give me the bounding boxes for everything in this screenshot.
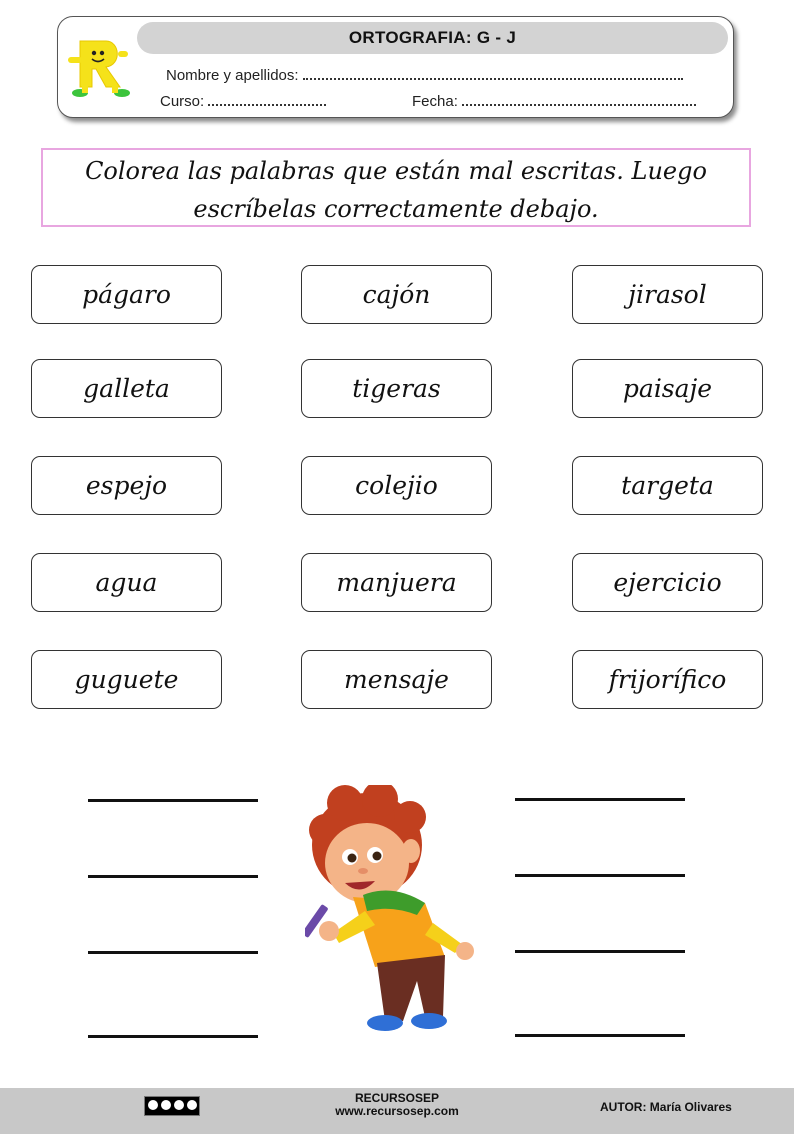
instruction-line-2: escríbelas correctamente debajo. bbox=[193, 195, 599, 223]
word-box[interactable]: agua bbox=[31, 553, 222, 612]
answer-line[interactable] bbox=[515, 798, 685, 801]
boy-writing-illustration bbox=[305, 785, 480, 1035]
word-box[interactable]: mensaje bbox=[301, 650, 492, 709]
word-box[interactable]: galleta bbox=[31, 359, 222, 418]
date-field[interactable] bbox=[412, 91, 696, 110]
worksheet-title: ORTOGRAFIA: G - J bbox=[137, 22, 728, 54]
instruction-box bbox=[41, 148, 751, 227]
answer-line[interactable] bbox=[88, 799, 258, 802]
word-box[interactable]: colejio bbox=[301, 456, 492, 515]
answer-line[interactable] bbox=[515, 950, 685, 953]
answer-line[interactable] bbox=[88, 875, 258, 878]
date-dotted-line bbox=[462, 91, 696, 106]
word-box[interactable]: ejercicio bbox=[572, 553, 763, 612]
name-label: Nombre y apellidos: bbox=[166, 67, 299, 84]
instruction-line-1: Colorea las palabras que están mal escritas. Luego bbox=[85, 157, 707, 185]
course-label: Curso: bbox=[160, 93, 205, 110]
word-box[interactable]: frijorífico bbox=[572, 650, 763, 709]
name-field[interactable] bbox=[166, 65, 683, 84]
word-box[interactable]: manjuera bbox=[301, 553, 492, 612]
letter-r-mascot-logo bbox=[64, 35, 130, 101]
footer-brand: RECURSOSEP bbox=[354, 1091, 440, 1105]
footer-website-link[interactable]: www.recursosep.com bbox=[335, 1104, 459, 1118]
answer-line[interactable] bbox=[88, 951, 258, 954]
word-box[interactable]: guguete bbox=[31, 650, 222, 709]
answer-line[interactable] bbox=[515, 1034, 685, 1037]
date-label: Fecha: bbox=[412, 93, 458, 110]
course-dotted-line bbox=[208, 91, 326, 106]
name-dotted-line bbox=[303, 65, 683, 80]
header-card bbox=[57, 16, 734, 118]
footer-bar bbox=[0, 1088, 794, 1134]
word-box[interactable]: paisaje bbox=[572, 359, 763, 418]
word-box[interactable]: jirasol bbox=[572, 265, 763, 324]
footer-author: AUTOR: María Olivares bbox=[600, 1100, 732, 1114]
answer-line[interactable] bbox=[515, 874, 685, 877]
answer-line[interactable] bbox=[88, 1035, 258, 1038]
word-box[interactable]: págaro bbox=[31, 265, 222, 324]
word-box[interactable]: cajón bbox=[301, 265, 492, 324]
word-box[interactable]: tigeras bbox=[301, 359, 492, 418]
word-box[interactable]: espejo bbox=[31, 456, 222, 515]
course-field[interactable] bbox=[160, 91, 326, 110]
word-box[interactable]: targeta bbox=[572, 456, 763, 515]
